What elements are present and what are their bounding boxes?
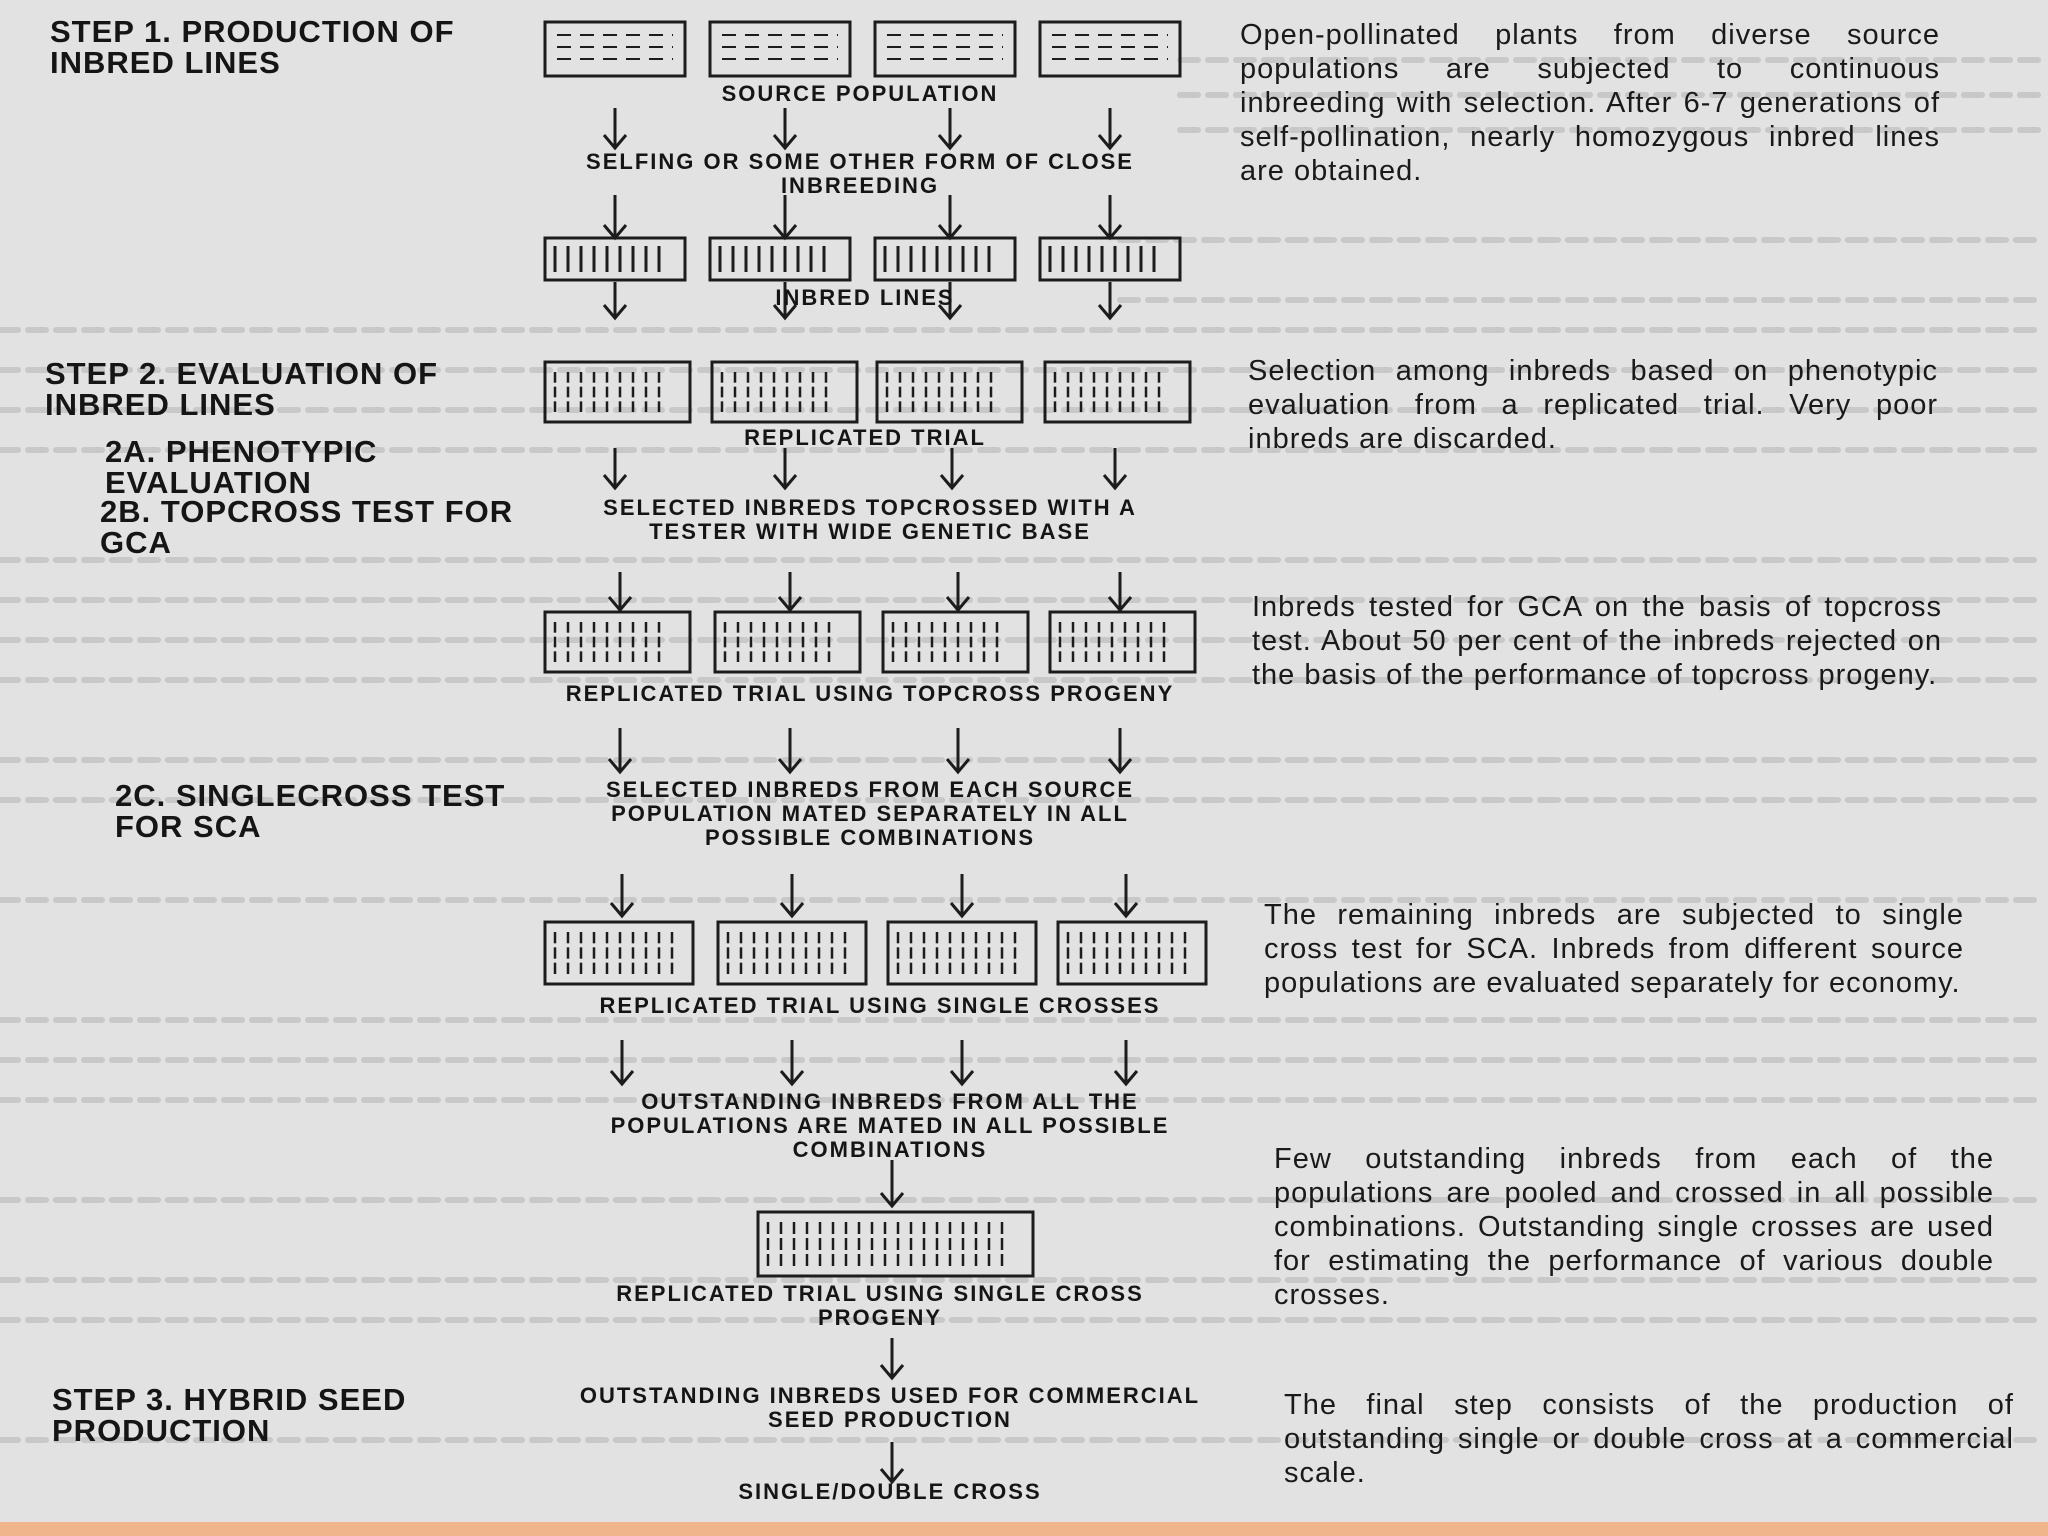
to-singlecross-arrow-3 [947,728,969,772]
step1-label: STEP 1. PRODUCTION OF INBRED LINES [50,14,455,80]
singlecross-trial-label: REPLICATED TRIAL USING SINGLE CROSSES [599,993,1161,1018]
singlecross-selection-label: SELECTED INBREDS FROM EACH SOURCE POPULATION MATED SEPARATELY IN ALL POSSIBLE COMBINATIONS [605,777,1135,850]
replicated-trial-box-2 [712,362,857,422]
topcross-trial-box-1 [545,612,690,672]
to-trial-arrow-1 [604,282,626,318]
commercial-label: OUTSTANDING INBREDS USED FOR COMMERCIAL SEED PRODUCTION [579,1383,1201,1432]
to-topcross-trial-arrow-4 [1109,572,1131,610]
topcross-trial-box-2 [715,612,860,672]
topcross-trial-box-3 [883,612,1028,672]
singlecross-trial-box-3 [888,922,1036,984]
to-topcross-trial-arrow-3 [947,572,969,610]
source-population-box-2 [710,22,850,76]
final-trial-label: REPLICATED TRIAL USING SINGLE CROSS PROGENY [616,1281,1144,1330]
final-product-label: SINGLE/DOUBLE CROSS [738,1479,1042,1504]
to-selfing-arrow-3 [939,108,961,148]
step3-label: STEP 3. HYBRID SEED PRODUCTION [52,1382,407,1448]
to-topcross-arrow-1 [604,448,626,488]
outstanding-mated-label: OUTSTANDING INBREDS FROM ALL THE POPULATIONS ARE MATED IN ALL POSSIBLE COMBINATIONS [610,1089,1170,1162]
to-final-trial-arrow [881,1160,903,1206]
step2b-label: 2B. TOPCROSS TEST FOR GCA [100,494,514,560]
source-population-box-3 [875,22,1015,76]
to-singlecross-trial-arrow-4 [1115,874,1137,916]
selfing-label: SELFING OR SOME OTHER FORM OF CLOSE INBREEDING [586,149,1134,198]
to-topcross-arrow-2 [774,448,796,488]
to-final-product-arrow [881,1442,903,1482]
description-step2b: Inbreds tested for GCA on the basis of topcross test. About 50 per cent of the inbreds rejected on the basis of the performance of topcross progeny. [1252,591,1942,691]
to-selfing-arrow-4 [1099,108,1121,148]
to-trial-arrow-4 [1099,282,1121,318]
to-singlecross-trial-arrow-2 [781,874,803,916]
to-selfing-arrow-2 [774,108,796,148]
to-inbred-arrow-1 [604,195,626,238]
to-inbred-arrow-3 [939,195,961,238]
inbred-lines-label: INBRED LINES [775,285,955,310]
singlecross-trial-box-4 [1058,922,1206,984]
to-commercial-arrow [881,1338,903,1378]
replicated-trial-box-1 [545,362,690,422]
replicated-trial-label: REPLICATED TRIAL [744,425,986,450]
source-population-label: SOURCE POPULATION [721,81,999,106]
final-trial-box [758,1212,1033,1276]
to-outstanding-arrow-3 [951,1040,973,1084]
inbred-lines-box-3 [875,238,1015,280]
description-pooling: Few outstanding inbreds from each of the populations are pooled and crossed in all possible combinations. Outstanding single crosses are used for estimating the performance of various double crosses. [1274,1143,1994,1311]
description-step2a: Selection among inbreds based on phenotypic evaluation from a replicated trial. Very poor inbreds are discarded. [1248,355,1938,455]
inbred-lines-box-1 [545,238,685,280]
topcross-trial-box-4 [1050,612,1195,672]
to-outstanding-arrow-1 [611,1040,633,1084]
replicated-trial-box-4 [1045,362,1190,422]
to-singlecross-arrow-2 [779,728,801,772]
inbred-lines-box-4 [1040,238,1180,280]
description-step2c: The remaining inbreds are subjected to single cross test for SCA. Inbreds from different source populations are evaluated separately for economy. [1264,899,1964,999]
to-singlecross-arrow-4 [1109,728,1131,772]
inbred-lines-box-2 [710,238,850,280]
to-outstanding-arrow-4 [1115,1040,1137,1084]
to-singlecross-trial-arrow-3 [951,874,973,916]
description-step3: The final step consists of the production of outstanding single or double cross at a commercial scale. [1284,1389,2014,1489]
to-selfing-arrow-1 [604,108,626,148]
to-topcross-arrow-4 [1104,448,1126,488]
description-step1: Open-pollinated plants from diverse source populations are subjected to continuous inbreeding with selection. After 6-7 generations of self-pollination, nearly homozygous inbred lines are obtained. [1240,19,1940,187]
to-singlecross-trial-arrow-1 [611,874,633,916]
topcross-trial-label: REPLICATED TRIAL USING TOPCROSS PROGENY [565,681,1175,706]
to-inbred-arrow-4 [1099,195,1121,238]
source-population-box-4 [1040,22,1180,76]
to-topcross-trial-arrow-1 [609,572,631,610]
step2c-label: 2C. SINGLECROSS TEST FOR SCA [115,778,506,844]
singlecross-trial-box-1 [545,922,693,984]
to-outstanding-arrow-2 [781,1040,803,1084]
step2a-label: 2A. PHENOTYPIC EVALUATION [105,434,378,500]
bottom-color-strip [0,1522,2048,1536]
topcrossed-label: SELECTED INBREDS TOPCROSSED WITH A TESTER WITH WIDE GENETIC BASE [603,495,1137,544]
to-singlecross-arrow-1 [609,728,631,772]
to-topcross-arrow-3 [941,448,963,488]
to-topcross-trial-arrow-2 [779,572,801,610]
singlecross-trial-box-2 [718,922,866,984]
replicated-trial-box-3 [877,362,1022,422]
to-inbred-arrow-2 [774,195,796,238]
step2-label: STEP 2. EVALUATION OF INBRED LINES [45,356,439,422]
source-population-box-1 [545,22,685,76]
